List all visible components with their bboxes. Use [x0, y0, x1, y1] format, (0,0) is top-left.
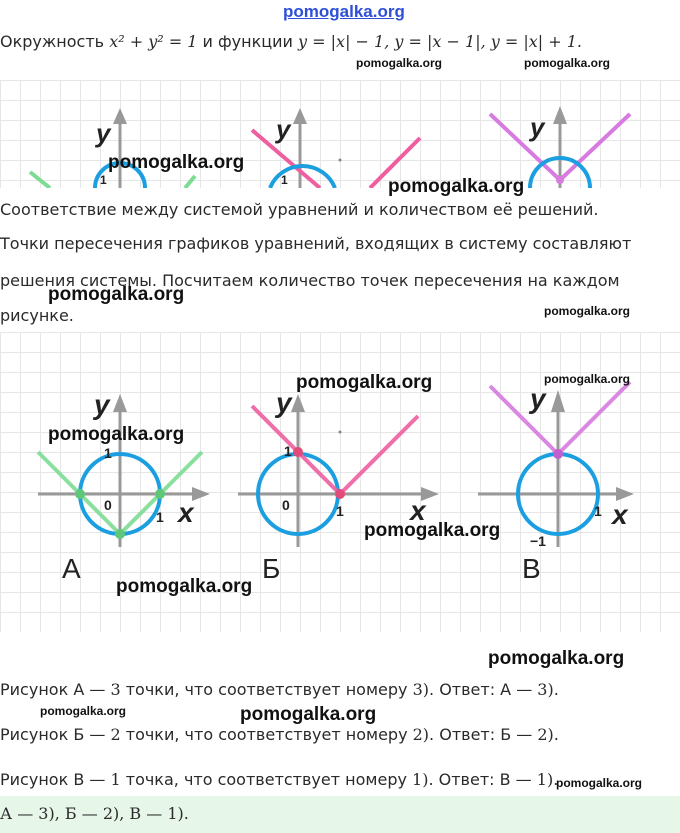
result-index: 1) [412, 770, 429, 789]
result-answer: 1). [536, 770, 559, 789]
result-pre: Рисунок А — [0, 680, 111, 699]
intro-line [0, 32, 582, 51]
y-arrow [113, 394, 127, 412]
x-label: x [178, 497, 194, 528]
watermark: pomogalka.org [356, 56, 443, 70]
cropped-graphs [0, 80, 680, 188]
watermark: pomogalka.org [388, 176, 525, 197]
intersection-point [553, 449, 563, 459]
y-label: y [276, 387, 292, 418]
graph-abs-x-plus-1 [490, 382, 630, 454]
tick-label-y: 1 [104, 445, 112, 461]
svg-text:y: y [276, 114, 291, 144]
tick-label-x: 1 [156, 509, 164, 525]
watermark: pomogalka.org [544, 304, 631, 318]
dot-mark [339, 431, 342, 434]
result-count: 2 [110, 725, 121, 744]
result-answer-pre: . Ответ: Б — [429, 725, 538, 744]
functions-list: y = |x| − 1, y = |x − 1|, y = |x| + 1. [298, 32, 583, 51]
result-answer: 3). [537, 680, 559, 699]
intro-pre: Окружность [0, 32, 110, 51]
origin-label: 0 [282, 497, 290, 513]
result-mid: точки, что соответствует номеру [120, 725, 413, 744]
result-index: 2) [412, 725, 430, 744]
result-answer: 2). [537, 725, 559, 744]
x-label: x [410, 495, 426, 526]
watermark: pomogalka.org [488, 648, 625, 669]
origin-label: 0 [104, 497, 112, 513]
figure-letter: Б [262, 553, 281, 584]
y-arrow [291, 394, 305, 412]
paragraph-line-4: рисунке. [0, 306, 74, 325]
tick-label-minus-one: −1 [530, 533, 546, 549]
result-answer-pre: . Ответ: А — [429, 680, 538, 699]
figure-c [478, 382, 634, 584]
y-label: y [530, 383, 546, 414]
intersection-point [293, 447, 303, 457]
result-answer-pre: . Ответ: В — [428, 770, 537, 789]
figure-a [38, 389, 210, 584]
watermark: pomogalka.org [40, 704, 127, 718]
y-label: y [94, 389, 110, 420]
site-watermark-link[interactable]: pomogalka.org [283, 2, 405, 21]
result-pre: Рисунок Б — [0, 725, 111, 744]
figure-letter: В [522, 553, 541, 584]
result-count: 3 [110, 680, 121, 699]
intersection-point [155, 489, 165, 499]
paragraph-line-2: Точки пересечения графиков уравнений, входящих в систему составляют [0, 234, 632, 253]
result-mid: точка, что соответствует номеру [120, 770, 413, 789]
figure-b [238, 387, 439, 584]
figure-strip-top [0, 80, 680, 188]
watermark: pomogalka.org [240, 704, 377, 725]
result-line-a [0, 680, 559, 699]
result-line-b [0, 725, 559, 744]
circle-equation: x² + y² = 1 [109, 32, 198, 51]
tick-label-y: 1 [284, 443, 292, 459]
watermark: pomogalka.org [116, 576, 253, 597]
watermark: pomogalka.org [296, 372, 433, 393]
intro-mid: и функции [197, 32, 299, 51]
tick-label-x: 1 [594, 503, 602, 519]
x-arrow [192, 487, 210, 501]
result-index: 3) [412, 680, 430, 699]
watermark: pomogalka.org [108, 152, 245, 173]
watermark: pomogalka.org [48, 284, 185, 305]
result-mid: точки, что соответствует номеру [120, 680, 413, 699]
final-answer-box [0, 796, 680, 833]
intersection-point [335, 489, 345, 499]
x-label: x [612, 499, 628, 530]
y-label: y [96, 118, 111, 148]
result-pre: Рисунок В — [0, 770, 111, 789]
watermark: pomogalka.org [544, 372, 631, 386]
watermark: pomogalka.org [48, 424, 185, 445]
y-arrow [113, 108, 127, 124]
paragraph-line-3: решения системы. Посчитаем количество точек пересечения на каждом [0, 271, 620, 290]
figure-letter: А [62, 553, 81, 584]
svg-text:1: 1 [100, 173, 107, 187]
result-line-c [0, 770, 558, 789]
intersection-point [75, 489, 85, 499]
paragraph-line-1: Соответствие между системой уравнений и количеством её решений. [0, 200, 599, 219]
svg-text:1: 1 [281, 173, 288, 187]
watermark: pomogalka.org [524, 56, 611, 70]
tick-label-x: 1 [336, 503, 344, 519]
svg-text:y: y [530, 112, 545, 142]
watermark: pomogalka.org [364, 520, 501, 541]
intersection-point [115, 529, 125, 539]
watermark: pomogalka.org [556, 776, 643, 790]
result-count: 1 [110, 770, 121, 789]
y-arrow [551, 390, 565, 412]
final-answer: А — 3), Б — 2), В — 1). [0, 804, 189, 823]
